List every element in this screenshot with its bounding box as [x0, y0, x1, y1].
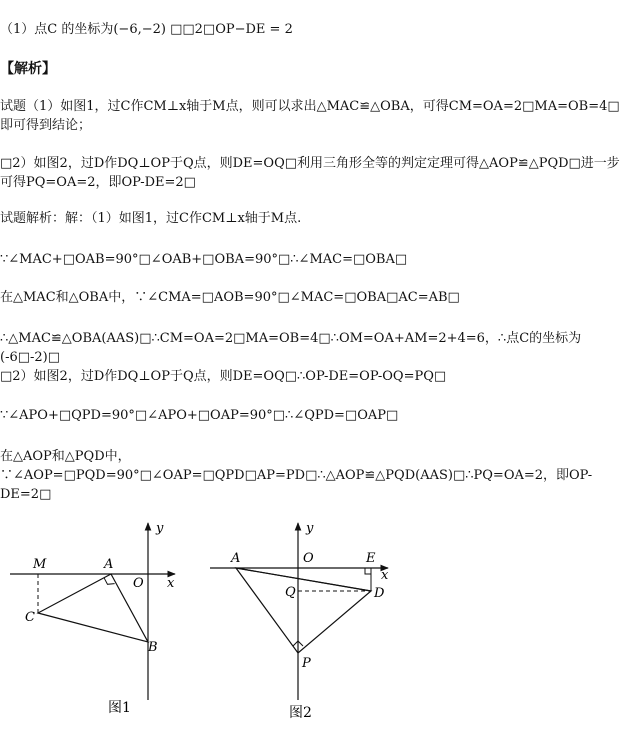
figure-1 — [10, 521, 175, 716]
solution-angles-2: ∵∠APO+□QPD=90°□∠APO+□OAP=90°□∴∠QPD=□OAP□ — [0, 408, 399, 423]
solution-triangles-1: 在△MAC和△OBA中，∵∠CMA=□AOB=90°□∠MAC=□OBA□AC=AB□ — [0, 290, 460, 305]
fig1-caption: 图1 — [108, 700, 131, 716]
solution-angles-1: ∵∠MAC+□OAB=90°□∠OAB+□OBA=90°□∴∠MAC=□OBA□ — [0, 252, 408, 267]
fig2-label-a: A — [231, 551, 241, 566]
fig1-label-b: B — [148, 640, 158, 655]
fig2-triangle-apd — [236, 568, 371, 653]
fig2-caption: 图2 — [289, 705, 312, 721]
fig1-label-x: x — [167, 576, 175, 591]
hint-part1: 试题（1）如图1，过C作CM⊥x轴于M点，则可以求出△MAC≌△OBA，可得CM=OA=2□MA=OB=4□即可得到结论； — [0, 99, 620, 133]
fig2-label-q: Q — [285, 585, 296, 600]
solution-part2: □2）如图2，过D作DQ⊥OP于Q点，则DE=OQ□∴OP-DE=OP-OQ=PQ□ — [0, 369, 447, 384]
geometry-figures — [0, 505, 630, 756]
fig2-label-p: P — [302, 656, 311, 671]
fig2-label-e: E — [366, 551, 376, 566]
solution-intro: 试题解析：解：（1）如图1，过C作CM⊥x轴于M点. — [0, 211, 302, 226]
solution-conclusion-1: ∴△MAC≌△OBA(AAS)□∴CM=OA=2□MA=OB=4□∴OM=OA+AM=2+4=6，∴点C的坐标为(-6□-2)□ — [0, 331, 582, 365]
fig1-label-o: O — [133, 576, 144, 591]
analysis-heading: 【解析】 — [0, 61, 56, 77]
answer-part1: （1）点C 的坐标为(−6,−2) □□2□OP−DE = 2 — [0, 22, 293, 37]
fig1-triangle-acb — [38, 574, 148, 642]
fig2-label-o: O — [303, 551, 314, 566]
fig2-segment-ad — [236, 568, 371, 591]
fig1-label-a: A — [104, 557, 114, 572]
fig2-label-y: y — [306, 521, 314, 536]
hint-part2: □2）如图2，过D作DQ⊥OP于Q点，则DE=OQ□利用三角形全等的判定定理可得△AOP≌△PQD□进一步可得PQ=OA=2，即OP-DE=2□ — [0, 156, 620, 190]
solution-triangles-2: 在△AOP和△PQD中，∵∠AOP=□PQD=90°□∠OAP=□QPD□AP=PD□∴△AOP≌△PQD(AAS)□∴PQ=OA=2，即OP-DE=2□ — [0, 449, 593, 502]
fig1-label-y: y — [156, 521, 164, 536]
fig1-label-c: C — [25, 610, 35, 625]
figure-2 — [210, 521, 389, 721]
fig2-label-d: D — [374, 586, 385, 601]
fig2-right-angle-e — [365, 568, 371, 574]
fig1-label-m: M — [33, 557, 47, 572]
fig2-label-x: x — [381, 568, 389, 583]
